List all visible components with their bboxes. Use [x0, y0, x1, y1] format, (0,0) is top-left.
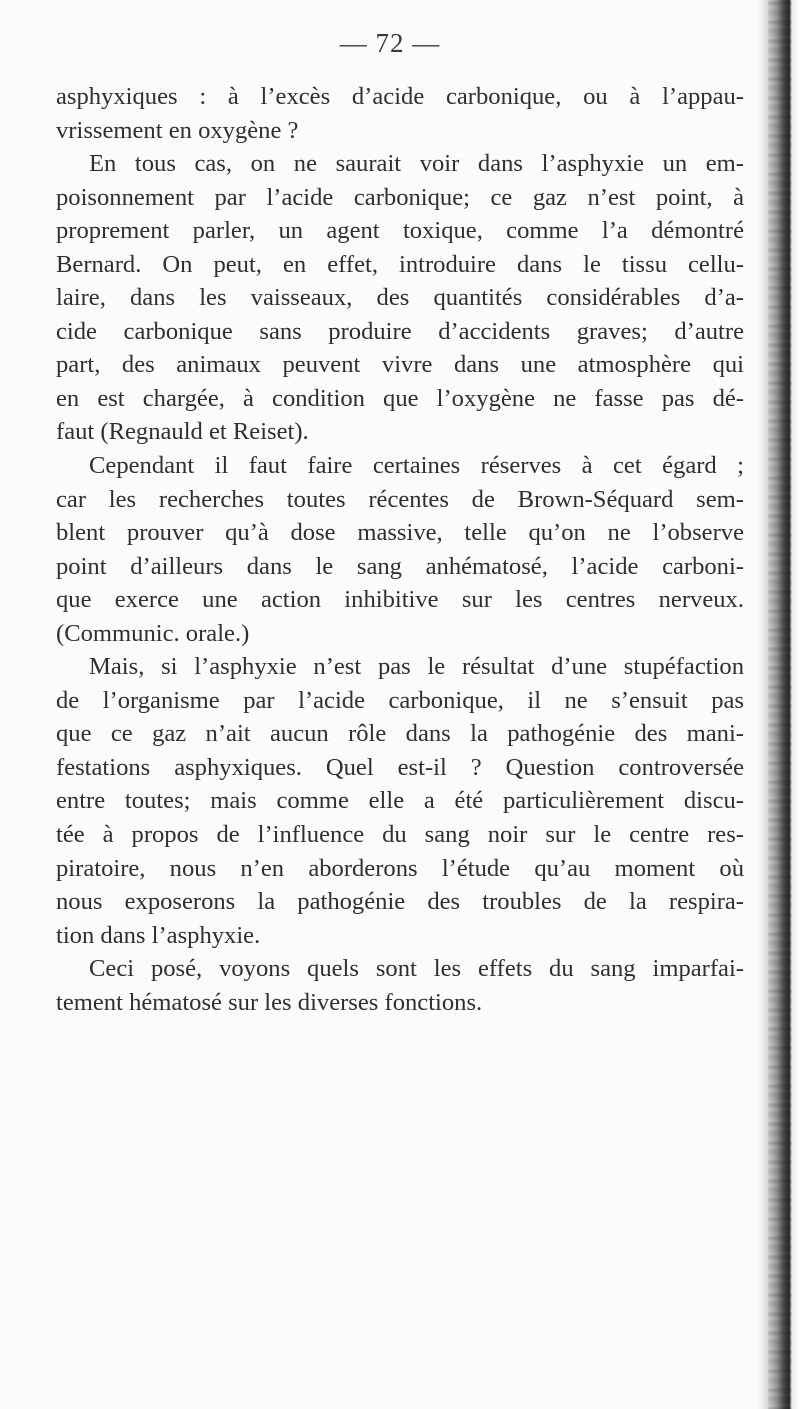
text-line: piratoire, nous n’en aborderons l’étude qu’au moment où — [56, 854, 744, 882]
text-line: tement hématosé sur les diverses fonctions. — [56, 988, 483, 1016]
text-line: (Communic. orale.) — [56, 619, 250, 647]
book-gutter-texture — [768, 0, 792, 1409]
text-line: de l’organisme par l’acide carbonique, il ne s’ensuit pas — [56, 686, 744, 714]
text-line: que ce gaz n’ait aucun rôle dans la pathogénie des mani- — [56, 720, 744, 748]
text-line: tée à propos de l’influence du sang noir sur le centre res- — [56, 821, 744, 849]
text-line: poisonnement par l’acide carbonique; ce gaz n’est point, à — [56, 183, 744, 211]
text-line: Cependant il faut faire certaines réserves à cet égard ; — [89, 452, 744, 480]
page-number: — 72 — — [339, 28, 441, 58]
text-line: part, des animaux peuvent vivre dans une atmosphère qui — [56, 351, 744, 379]
text-line: laire, dans les vaisseaux, des quantités considérables d’a- — [56, 284, 744, 312]
text-line: point d’ailleurs dans le sang anhématosé, l’acide carboni- — [56, 552, 744, 580]
text-line: que exerce une action inhibitive sur les centres nerveux. — [56, 586, 744, 614]
text-line: festations asphyxiques. Quel est-il ? Question controversée — [56, 753, 744, 781]
text-line: car les recherches toutes récentes de Brown-Séquard sem- — [56, 485, 744, 513]
text-line: entre toutes; mais comme elle a été particulièrement discu- — [56, 787, 744, 815]
text-line: nous exposerons la pathogénie des troubles de la respira- — [56, 888, 744, 916]
body-text — [56, 80, 744, 1019]
text-line: blent prouver qu’à dose massive, telle qu’on ne l’observe — [56, 519, 744, 547]
text-line: Mais, si l’asphyxie n’est pas le résultat d’une stupéfaction — [89, 653, 744, 681]
text-line: Ceci posé, voyons quels sont les effets du sang imparfai- — [89, 955, 744, 983]
text-line: asphyxiques : à l’excès d’acide carbonique, ou à l’appau- — [56, 83, 744, 110]
text-line: tion dans l’asphyxie. — [56, 921, 261, 949]
text-line: vrissement en oxygène ? — [56, 116, 299, 144]
text-line: en est chargée, à condition que l’oxygène ne fasse pas dé- — [56, 384, 744, 412]
text-line: faut (Regnauld et Reiset). — [56, 418, 309, 446]
text-line: cide carbonique sans produire d’accidents graves; d’autre — [56, 317, 744, 345]
text-line: Bernard. On peut, en effet, introduire dans le tissu cellu- — [56, 250, 744, 278]
text-line: En tous cas, on ne saurait voir dans l’asphyxie un em- — [89, 150, 744, 178]
text-line: proprement parler, un agent toxique, comme l’a démontré — [56, 217, 744, 245]
